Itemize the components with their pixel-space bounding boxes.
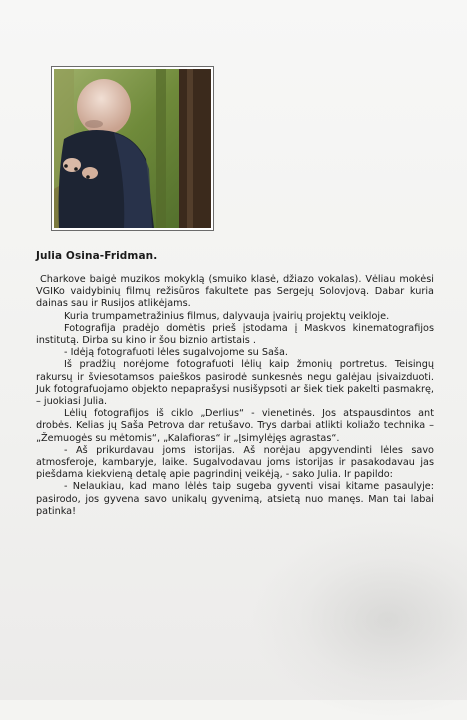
article-body (36, 274, 434, 518)
portrait-image (54, 69, 211, 228)
paragraph: Charkove baigė muzikos mokyklą (smuiko klasė, džiazo vokalas). Vėliau mokėsi VGIKo vaidybinių filmų režisūros fakultete pas Sergejų Solovjovą. Dabar kuria dainas sau ir Rusijos atlikėjams. (36, 274, 434, 310)
portrait-photo (54, 69, 211, 228)
paragraph: Fotografija pradėjo domėtis prieš įstodama į Maskvos kinematografijos institutą. Dirba su kino ir šou biznio artistais . (36, 322, 434, 347)
article-title: Julia Osina-Fridman. (36, 250, 158, 262)
paragraph: Iš pradžių norėjome fotografuoti lėlių kaip žmonių portretus. Teisingų rakursų ir šviesotamsos paieškos pasirodė sunkesnės negu galėjau įsivaizduoti. Juk fotografuojamo objekto nepaprašysi nusišypsoti ar šiek tiek pakelti pasmakrę, – juokiasi Julia. (36, 359, 434, 408)
paragraph: - Aš prikurdavau joms istorijas. Aš norėjau apgyvendinti lėles savo atmosferoje, kambaryje, laike. Sugalvodavau joms istorijas ir pasakodavau jas piešdama kiekvieną detalę apie pagrindinį veikėją, - sako Julia. Ir papildo: (36, 444, 434, 481)
paragraph: Lėlių fotografijos iš ciklo „Derlius“ - vienetinės. Jos atspausdintos ant drobės. Kelias jų Saša Petrova dar retušavo. Trys darbai atlikti koliažo technika – „Žemuogės su mėtomis“, „Kalafioras“ ir „Įsimylėjęs agrastas“. (36, 408, 434, 444)
background-shadow (250, 520, 467, 720)
paragraph: - Idėją fotografuoti lėles sugalvojome su Saša. (64, 347, 288, 359)
paragraph: Kuria trumpametražinius filmus, dalyvauja įvairių projektų veikloje. (64, 310, 390, 322)
portrait-photo-frame (51, 66, 214, 231)
paragraph: - Nelaukiau, kad mano lėlės taip sugeba gyventi visai kitame pasaulyje: pasirodo, jos gyvena savo unikalų gyvenimą, atsietą nuo manęs. Man tai labai patinka! (36, 481, 434, 517)
